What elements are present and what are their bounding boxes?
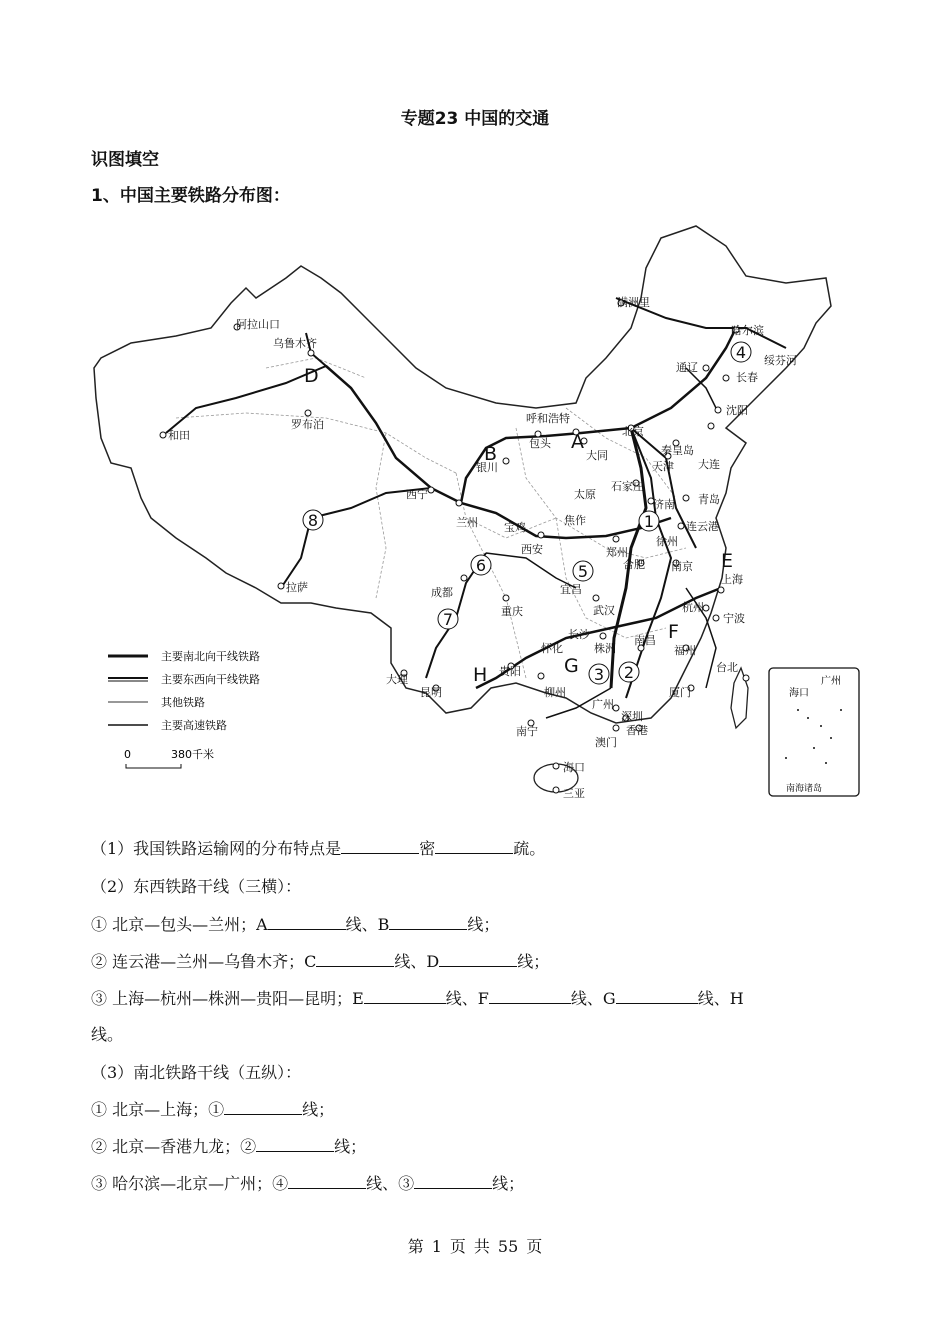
footer-text: 页 bbox=[449, 1237, 466, 1256]
page-title: 专题23 中国的交通 bbox=[400, 109, 550, 129]
legend-label: 主要南北向干线铁路 bbox=[161, 650, 260, 663]
city-label: 徐州 bbox=[656, 535, 678, 548]
city-label: 焦作 bbox=[564, 514, 586, 527]
question-text: 线； bbox=[517, 952, 550, 971]
city-label: 上海 bbox=[721, 573, 743, 586]
question-text: ① 北京—上海；① bbox=[91, 1100, 225, 1119]
city-label: 宝鸡 bbox=[504, 521, 526, 534]
answer-blank[interactable] bbox=[414, 1174, 492, 1189]
city-label: 南昌 bbox=[634, 634, 656, 647]
answer-blank[interactable] bbox=[316, 952, 394, 967]
railway-letter-e: E bbox=[721, 550, 734, 572]
city-label: 济南 bbox=[653, 498, 675, 511]
legend-label: 其他铁路 bbox=[161, 696, 205, 709]
city-label: 深圳 bbox=[621, 710, 643, 723]
city-label: 重庆 bbox=[501, 605, 523, 618]
question-text: ③ 上海—杭州—株洲—贵阳—昆明；E bbox=[91, 989, 364, 1008]
city-label: 郑州 bbox=[606, 546, 628, 559]
city-label: 杭州 bbox=[682, 601, 704, 614]
section-heading: 识图填空 bbox=[91, 150, 159, 170]
city-label: 成都 bbox=[431, 586, 453, 599]
city-label: 长春 bbox=[736, 371, 758, 384]
province-borders bbox=[176, 358, 686, 678]
city-label: 厦门 bbox=[669, 686, 691, 699]
question-text: 线、F bbox=[445, 989, 489, 1008]
question-text: （1）我国铁路运输网的分布特点是 bbox=[91, 839, 342, 858]
south-china-sea-inset bbox=[769, 668, 859, 796]
answer-blank[interactable] bbox=[224, 1100, 302, 1115]
city-label: 西安 bbox=[521, 543, 543, 556]
question-text: 线、H bbox=[697, 989, 744, 1008]
railway-number-1: 1 bbox=[643, 512, 655, 531]
question-text: 线； bbox=[492, 1174, 525, 1193]
answer-blank[interactable] bbox=[489, 989, 571, 1004]
city-label: 台北 bbox=[716, 661, 738, 674]
city-label: 南宁 bbox=[516, 725, 538, 738]
city-label: 大理 bbox=[386, 673, 408, 686]
china-railway-map bbox=[86, 218, 866, 808]
city-label: 太原 bbox=[574, 488, 596, 501]
question-2-3 bbox=[91, 986, 744, 1009]
city-label: 包头 bbox=[529, 437, 551, 450]
city-label: 连云港 bbox=[686, 520, 719, 533]
railway-letter-h: H bbox=[473, 664, 488, 686]
answer-blank[interactable] bbox=[616, 989, 698, 1004]
question-1 bbox=[91, 836, 545, 859]
subsection-heading: 1、中国主要铁路分布图： bbox=[91, 186, 290, 206]
question-text: 线、D bbox=[394, 952, 440, 971]
footer-text: 第 bbox=[407, 1237, 424, 1256]
legend-label: 主要高速铁路 bbox=[161, 719, 227, 732]
city-label: 柳州 bbox=[544, 686, 566, 699]
question-text: ② 北京—香港九龙；② bbox=[91, 1137, 257, 1156]
city-label: 沈阳 bbox=[726, 404, 748, 417]
question-3-1 bbox=[91, 1097, 334, 1120]
railway-number-3: 3 bbox=[593, 665, 605, 684]
question-text: 线； bbox=[302, 1100, 335, 1119]
city-label: 拉萨 bbox=[286, 581, 308, 594]
railway-number-5: 5 bbox=[577, 562, 589, 581]
railway-letter-b: B bbox=[484, 443, 498, 465]
question-text: 密 bbox=[419, 839, 436, 858]
question-3-heading: （3）南北铁路干线（五纵）： bbox=[91, 1063, 302, 1082]
city-label: 怀化 bbox=[541, 642, 563, 655]
city-label: 福州 bbox=[674, 644, 696, 657]
question-text: 线； bbox=[334, 1137, 367, 1156]
railway-number-2: 2 bbox=[623, 663, 635, 682]
city-label: 贵阳 bbox=[499, 665, 521, 678]
city-label: 武汉 bbox=[593, 604, 615, 617]
city-label: 天津 bbox=[652, 460, 674, 473]
city-label: 西宁 bbox=[406, 488, 428, 501]
city-label: 株洲 bbox=[594, 642, 616, 655]
railway-letter-d: D bbox=[304, 365, 319, 387]
answer-blank[interactable] bbox=[389, 915, 467, 930]
answer-blank[interactable] bbox=[439, 952, 517, 967]
question-text: 线； bbox=[467, 915, 500, 934]
question-text: 线、③ bbox=[366, 1174, 415, 1193]
map-legend bbox=[108, 649, 260, 768]
city-label: 银川 bbox=[476, 461, 498, 474]
city-label: 海口 bbox=[563, 761, 585, 774]
city-label: 罗布泊 bbox=[291, 418, 324, 431]
page-number: 1 bbox=[431, 1237, 442, 1256]
city-label: 昆明 bbox=[420, 686, 442, 699]
city-label: 满洲里 bbox=[617, 296, 650, 309]
city-label: 南京 bbox=[671, 560, 693, 573]
city-label: 大连 bbox=[698, 458, 720, 471]
question-text: 线、B bbox=[345, 915, 390, 934]
city-label: 兰州 bbox=[456, 516, 478, 529]
city-label: 香港 bbox=[626, 724, 648, 737]
city-label: 和田 bbox=[168, 429, 190, 442]
railway-number-7: 7 bbox=[442, 610, 454, 629]
city-label: 呼和浩特 bbox=[526, 412, 570, 425]
city-label: 长沙 bbox=[568, 628, 590, 641]
city-label: 广州 bbox=[592, 698, 614, 711]
city-label: 通辽 bbox=[676, 361, 698, 374]
city-label: 乌鲁木齐 bbox=[273, 337, 317, 350]
question-text: ① 北京—包头—兰州；A bbox=[91, 915, 268, 934]
city-label: 澳门 bbox=[595, 736, 617, 749]
page-total: 55 bbox=[497, 1237, 519, 1256]
question-text: ③ 哈尔滨—北京—广州；④ bbox=[91, 1174, 289, 1193]
city-label: 宁波 bbox=[723, 612, 745, 625]
railway-letter-g: G bbox=[564, 655, 579, 677]
answer-blank[interactable] bbox=[288, 1174, 366, 1189]
city-label: 哈尔滨 bbox=[731, 324, 764, 337]
question-3-3 bbox=[91, 1171, 524, 1194]
answer-blank[interactable] bbox=[341, 839, 419, 854]
inset-caption: 南海诸岛 bbox=[786, 784, 823, 794]
question-2-1 bbox=[91, 912, 499, 935]
china-outline bbox=[94, 226, 831, 723]
city-label: 绥芬河 bbox=[764, 354, 797, 367]
question-text: ② 连云港—兰州—乌鲁木齐；C bbox=[91, 952, 317, 971]
scale-distance: 380千米 bbox=[171, 748, 214, 761]
city-label: 秦皇岛 bbox=[661, 444, 694, 457]
question-text: 线、G bbox=[570, 989, 616, 1008]
legend-label: 主要东西向干线铁路 bbox=[161, 673, 260, 686]
inset-city-label: 海口 bbox=[789, 688, 809, 699]
railway-number-8: 8 bbox=[307, 511, 319, 530]
city-label: 三亚 bbox=[563, 787, 585, 800]
city-label: 北京 bbox=[622, 425, 644, 438]
answer-blank[interactable] bbox=[256, 1137, 334, 1152]
question-2-heading: （2）东西铁路干线（三横）： bbox=[91, 877, 302, 896]
inset-city-label: 广州 bbox=[821, 676, 841, 687]
city-label: 合肥 bbox=[623, 558, 645, 571]
scale-zero: 0 bbox=[124, 748, 131, 761]
answer-blank[interactable] bbox=[435, 839, 513, 854]
city-label: 宜昌 bbox=[560, 583, 582, 596]
question-2-3-continued: 线。 bbox=[91, 1025, 124, 1044]
railway-number-4: 4 bbox=[735, 343, 747, 362]
question-text: 疏。 bbox=[513, 839, 546, 858]
question-3-2 bbox=[91, 1134, 366, 1157]
railway-letter-a: A bbox=[571, 431, 584, 453]
city-label: 青岛 bbox=[698, 493, 720, 506]
answer-blank[interactable] bbox=[268, 915, 346, 930]
answer-blank[interactable] bbox=[364, 989, 446, 1004]
page-footer bbox=[0, 1234, 950, 1257]
city-label: 石家庄 bbox=[611, 480, 644, 493]
footer-text: 共 bbox=[473, 1237, 490, 1256]
city-label: 阿拉山口 bbox=[236, 318, 280, 331]
city-label: 大同 bbox=[586, 449, 608, 462]
question-2-2 bbox=[91, 949, 549, 972]
railway-letter-f: F bbox=[668, 621, 679, 643]
footer-text: 页 bbox=[526, 1237, 543, 1256]
railway-number-6: 6 bbox=[475, 556, 487, 575]
